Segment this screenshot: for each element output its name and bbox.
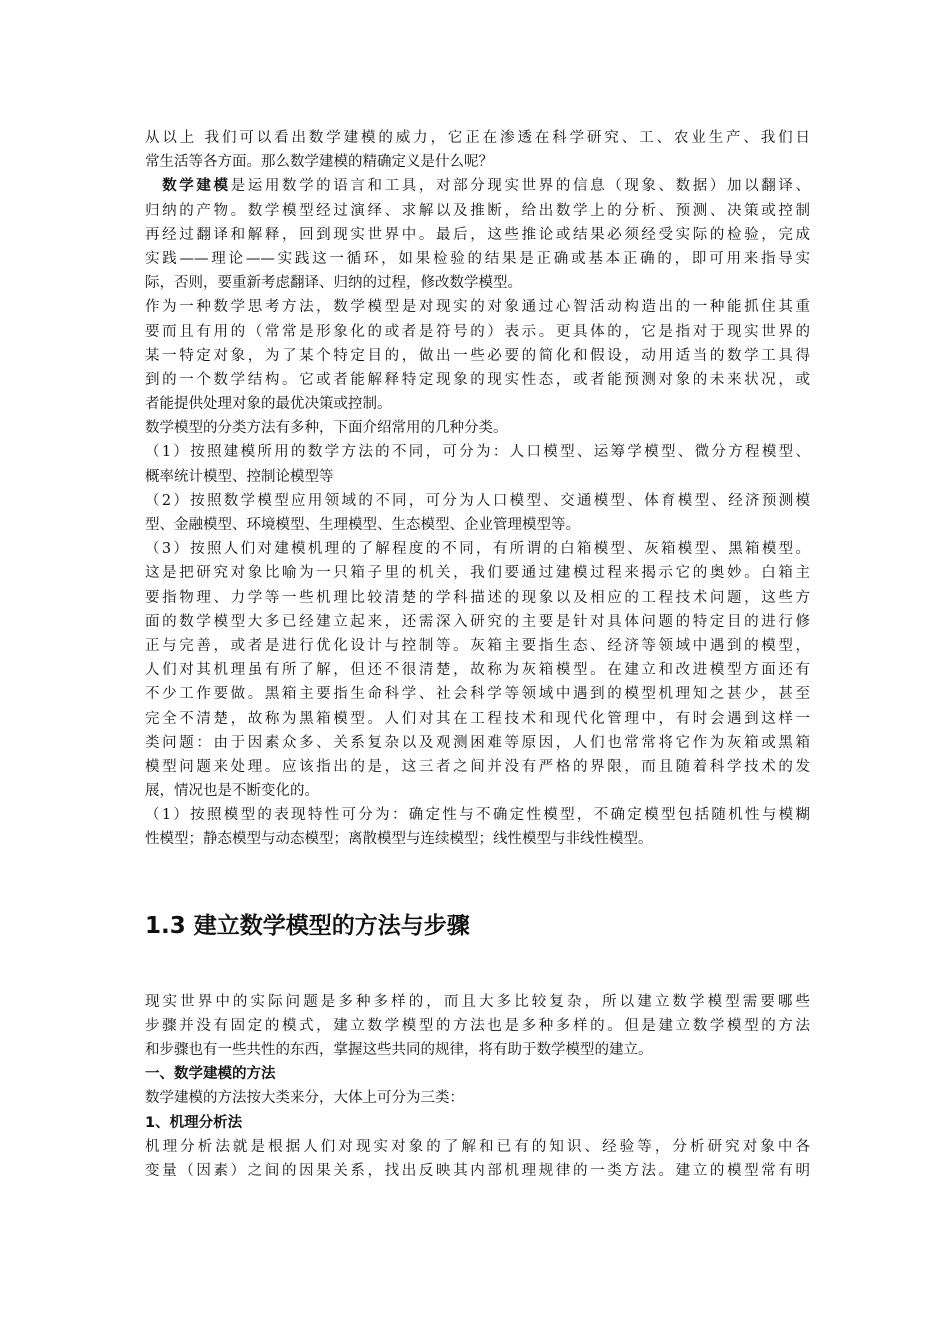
- paragraph-line: 再经过翻译和解释，回到现实世界中。最后，这些推论或结果必须经受实际的检验，完成: [145, 226, 810, 243]
- list-item-line: 型、金融模型、环境模型、生理模型、生态模型、企业管理模型等。: [145, 517, 580, 533]
- method-title: 1、机理分析法: [145, 1114, 243, 1131]
- paragraph-line: 际，否则，要重新考虑翻译、归纳的过程，修改数学模型。: [145, 275, 522, 292]
- paragraph-line: 常生活等各方面。那么数学建模的精确定义是什么呢？: [145, 154, 493, 171]
- spacer: [145, 852, 810, 906]
- list-item-line: 完全不清楚，故称为黑箱模型。人们对其在工程技术和现代化管理中，有时会遇到这样一: [145, 710, 810, 727]
- list-item-line: 概率统计模型、控制论模型等: [145, 468, 334, 485]
- subheading: 一、数学建模的方法: [145, 1066, 276, 1083]
- list-item-line: 这是把研究对象比喻为一只箱子里的机关，我们要通过建模过程来揭示它的奥妙。白箱主: [145, 565, 810, 582]
- list-item-line: 人们对其机理虽有所了解，但还不很清楚，故称为灰箱模型。在建立和改进模型方面还有: [145, 662, 810, 679]
- paragraph-line: 数学建模的方法按大类来分，大体上可分为三类：: [145, 1090, 464, 1107]
- page-content: [145, 126, 810, 1183]
- list-item-line: 模型问题来处理。应该指出的是，这三者之间并没有严格的界限，而且随着科学技术的发: [145, 758, 810, 775]
- paragraph-line: 机理分析法就是根据人们对现实对象的了解和已有的知识、经验等，分析研究对象中各: [145, 1138, 810, 1155]
- list-item-line: 性模型；静态模型与动态模型；离散模型与连续模型；线性模型与非线性模型。: [145, 831, 653, 848]
- definition-term: 数学建模: [159, 178, 231, 195]
- paragraph-line: 步骤并没有固定的模式，建立数学模型的方法也是多种多样的。但是建立数学模型的方法: [145, 1017, 810, 1034]
- paragraph-line: 变量（因素）之间的因果关系，找出反映其内部机理规律的一类方法。建立的模型常有明: [145, 1162, 810, 1179]
- list-item-line: 正与完善，或者是进行优化设计与控制等。灰箱主要指生态、经济等领域中遇到的模型，: [145, 637, 810, 654]
- paragraph-line: 到的一个数学结构。它或者能解释特定现象的现实性态，或者能预测对象的未来状况，或: [145, 371, 810, 388]
- paragraph-line: 实践——理论——实践这一循环，如果检验的结果是正确或基本正确的，即可用来指导实: [145, 250, 810, 267]
- spacer: [145, 946, 810, 990]
- definition-first-line: [145, 174, 810, 198]
- section-heading: 1.3 建立数学模型的方法与步骤: [145, 912, 470, 939]
- list-item-line: 不少工作要做。黑箱主要指生命科学、社会科学等领域中遇到的模型机理知之甚少，甚至: [145, 686, 810, 703]
- list-item-line: 要指物理、力学等一些机理比较清楚的学科描述的现象以及相应的工程技术问题，这些方: [145, 589, 810, 606]
- list-item-line: 类问题：由于因素众多、关系复杂以及观测困难等原因，人们也常常将它作为灰箱或黑箱: [145, 734, 810, 751]
- paragraph-line: 现实世界中的实际问题是多种多样的，而且大多比较复杂，所以建立数学模型需要哪些: [145, 993, 810, 1010]
- paragraph-line: 某一特定对象，为了某个特定目的，做出一些必要的简化和假设，动用适当的数学工具得: [145, 347, 810, 364]
- list-item-line: （2）按照数学模型应用领域的不同，可分为人口模型、交通模型、体育模型、经济预测模: [145, 492, 810, 509]
- definition-text: 是运用数学的语言和工具，对部分现实世界的信息（现象、数据）加以翻译、: [230, 178, 810, 195]
- list-item-line: （1）按照建模所用的数学方法的不同，可分为：人口模型、运筹学模型、微分方程模型、: [145, 444, 810, 461]
- list-item-line: 面的数学模型大多已经建立起来，还需深入研究的主要是针对具体问题的特定目的进行修: [145, 613, 810, 630]
- list-item-line: （3）按照人们对建模机理的了解程度的不同，有所谓的白箱模型、灰箱模型、黑箱模型。: [145, 541, 810, 558]
- classification-intro: 数学模型的分类方法有多种，下面介绍常用的几种分类。: [145, 420, 508, 437]
- paragraph-line: 者能提供处理对象的最优决策或控制。: [145, 396, 392, 413]
- paragraph-line: 归纳的产物。数学模型经过演绎、求解以及推断，给出数学上的分析、预测、决策或控制: [145, 202, 810, 219]
- paragraph-line: 从以上 我们可以看出数学建模的威力，它正在渗透在科学研究、工、农业生产、我们日: [145, 130, 810, 146]
- paragraph-line: 和步骤也有一些共性的东西，掌握这些共同的规律，将有助于数学模型的建立。: [145, 1042, 653, 1058]
- list-item-line: 展，情况也是不断变化的。: [145, 783, 319, 800]
- paragraph-line: 作为一种数学思考方法，数学模型是对现实的对象通过心智活动构造出的一种能抓住其重: [145, 299, 810, 316]
- list-item-line: （1）按照模型的表现特性可分为：确定性与不确定性模型，不确定模型包括随机性与模糊: [145, 807, 810, 824]
- paragraph-line: 要而且有用的（常常是形象化的或者是符号的）表示。更具体的，它是指对于现实世界的: [145, 323, 810, 340]
